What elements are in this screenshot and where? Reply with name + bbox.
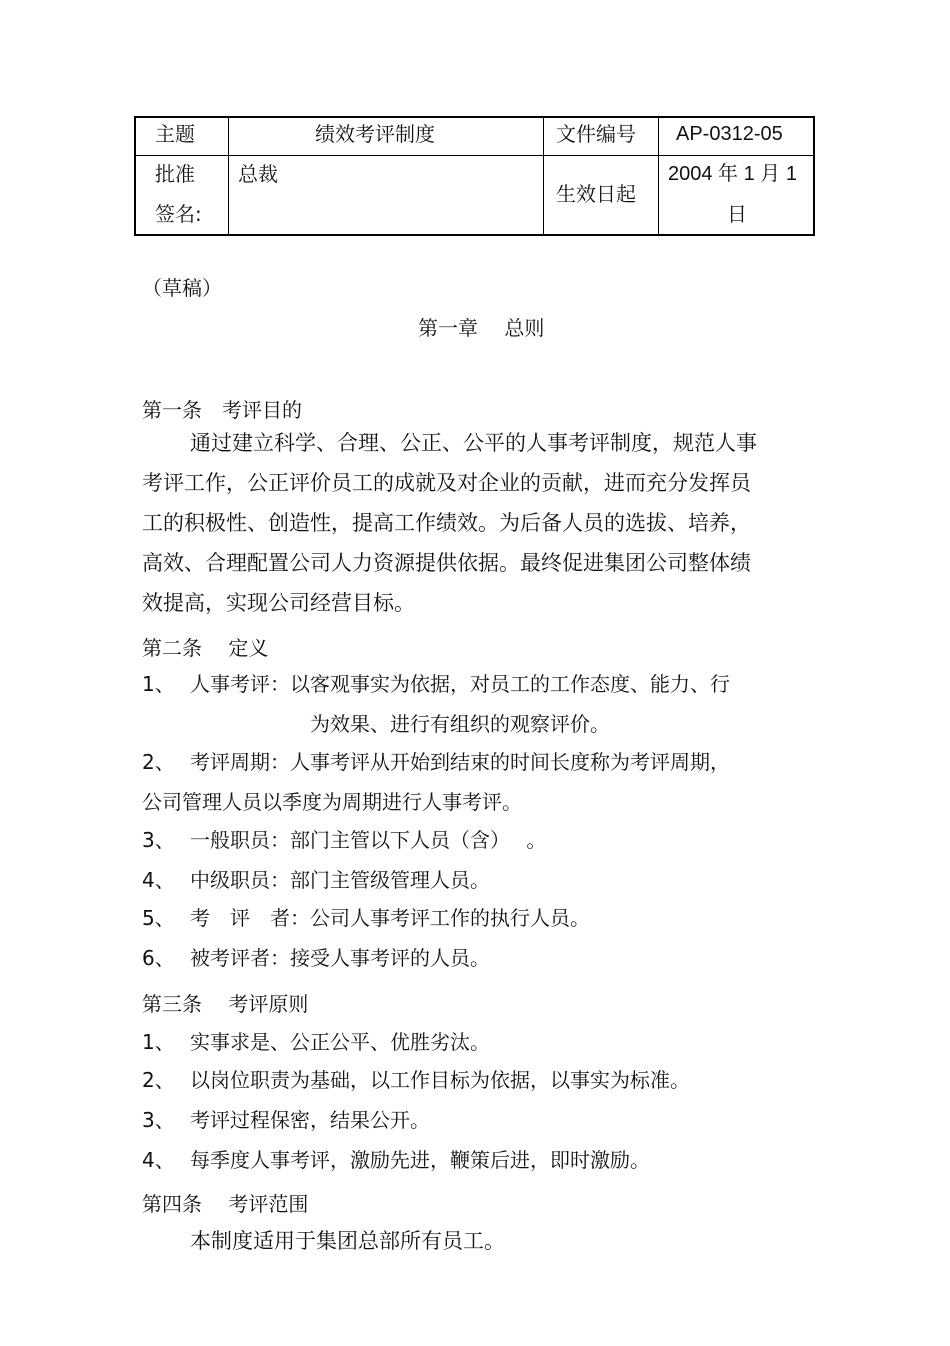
effective-value-line1: 2004 年 1 月 1 [668, 163, 797, 185]
paragraph-line: 通过建立科学、合理、公正、公平的人事考评制度，规范人事 [190, 431, 757, 455]
definition-item-cont: 为效果、进行有组织的观察评价。 [310, 712, 610, 736]
item-number: 3、 [142, 1108, 175, 1132]
subject-label: 主题 [155, 122, 195, 146]
file-no-value: AP-0312-05 [676, 123, 783, 145]
file-no-label: 文件编号 [556, 122, 636, 146]
definition-item: 考评周期：人事考评从开始到结束的时间长度称为考评周期， [190, 750, 730, 774]
approve-value: 总裁 [238, 162, 278, 186]
article-title: 第二条 定义 [142, 636, 269, 660]
draft-note: （草稿） [142, 276, 222, 300]
approve-label-line2: 签名: [155, 202, 202, 226]
item-number: 5、 [142, 906, 175, 930]
item-number: 6、 [142, 946, 175, 970]
approve-label-line1: 批准 [155, 162, 195, 186]
item-number: 4、 [142, 868, 175, 892]
paragraph-line: 工的积极性、创造性，提高工作绩效。为后备人员的选拔、培养， [142, 511, 751, 535]
paragraph-line: 效提高，实现公司经营目标。 [142, 591, 415, 615]
chapter-title: 第一章 总则 [418, 316, 545, 340]
principle-item: 每季度人事考评，激励先进，鞭策后进，即时激励。 [190, 1148, 650, 1172]
item-number: 1、 [142, 672, 175, 696]
article-title: 第三条 考评原则 [142, 992, 309, 1016]
item-number: 2、 [142, 1068, 175, 1092]
definition-item: 被考评者：接受人事考评的人员。 [190, 946, 490, 970]
effective-value-line2: 日 [727, 202, 747, 226]
item-number: 4、 [142, 1148, 175, 1172]
article-title: 第四条 考评范围 [142, 1192, 309, 1216]
definition-item-cont: 公司管理人员以季度为周期进行人事考评。 [142, 790, 522, 814]
article-body: 本制度适用于集团总部所有员工。 [190, 1229, 505, 1253]
article-title: 第一条 考评目的 [142, 398, 302, 422]
definition-item: 考 评 者：公司人事考评工作的执行人员。 [190, 906, 590, 930]
paragraph-line: 考评工作，公正评价员工的成就及对企业的贡献，进而充分发挥员 [142, 471, 751, 495]
definition-item: 人事考评：以客观事实为依据，对员工的工作态度、能力、行 [190, 672, 730, 696]
item-number: 1、 [142, 1030, 175, 1054]
definition-item: 一般职员：部门主管以下人员（含） 。 [190, 828, 547, 852]
paragraph-line: 高效、合理配置公司人力资源提供依据。最终促进集团公司整体绩 [142, 551, 751, 575]
definition-item: 中级职员：部门主管级管理人员。 [190, 868, 490, 892]
principle-item: 实事求是、公正公平、优胜劣汰。 [190, 1030, 490, 1054]
item-number: 2、 [142, 750, 175, 774]
principle-item: 以岗位职责为基础，以工作目标为依据，以事实为标准。 [190, 1068, 690, 1092]
principle-item: 考评过程保密，结果公开。 [190, 1108, 430, 1132]
item-number: 3、 [142, 828, 175, 852]
subject-value: 绩效考评制度 [315, 122, 435, 146]
effective-label: 生效日起 [556, 182, 636, 206]
